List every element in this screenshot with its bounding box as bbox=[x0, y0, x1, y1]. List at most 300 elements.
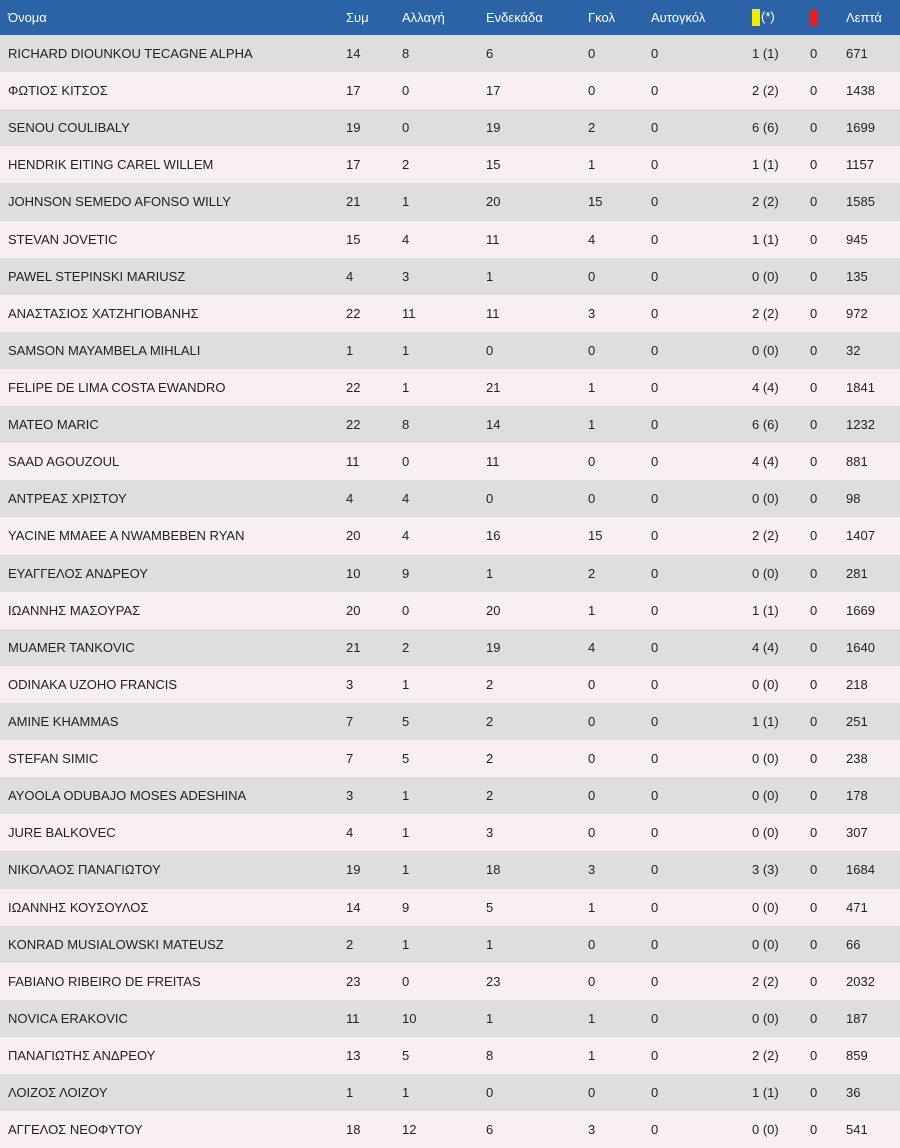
own-goals-cell: 0 bbox=[651, 268, 659, 284]
apps-cell: 3 bbox=[346, 788, 354, 804]
yellow-cards-cell: 1 (1) bbox=[752, 602, 779, 618]
yellow-cards-cell: 0 (0) bbox=[752, 268, 779, 284]
own-goals-cell: 0 bbox=[651, 83, 659, 99]
red-card-icon bbox=[810, 9, 818, 26]
subs-cell: 9 bbox=[402, 565, 410, 581]
player-name: AYOOLA ODUBAJO MOSES ADESHINA bbox=[8, 788, 247, 804]
red-cards-cell: 0 bbox=[810, 194, 818, 210]
subs-cell: 9 bbox=[402, 899, 410, 915]
yellow-suffix: (*) bbox=[761, 8, 775, 24]
table-row[interactable] bbox=[0, 221, 900, 258]
yellow-cards-cell: 0 (0) bbox=[752, 1122, 779, 1138]
player-name: PAWEL STEPINSKI MARIUSZ bbox=[8, 268, 186, 284]
minutes-cell: 881 bbox=[846, 454, 868, 470]
starts-cell: 6 bbox=[486, 46, 494, 62]
goals-cell: 0 bbox=[588, 788, 596, 804]
red-cards-cell: 0 bbox=[810, 899, 818, 915]
red-cards-cell: 0 bbox=[810, 825, 818, 841]
minutes-cell: 2032 bbox=[846, 973, 875, 989]
goals-cell: 0 bbox=[588, 454, 596, 470]
red-cards-cell: 0 bbox=[810, 862, 818, 878]
player-name: ΠΑΝΑΓΙΩΤΗΣ ΑΝΔΡΕΟΥ bbox=[8, 1048, 156, 1063]
red-cards-cell: 0 bbox=[810, 973, 818, 989]
player-name: ΕΥΑΓΓΕΛΟΣ ΑΝΔΡΕΟΥ bbox=[8, 565, 148, 581]
subs-cell: 0 bbox=[402, 602, 410, 618]
own-goals-cell: 0 bbox=[651, 417, 659, 433]
apps-cell: 1 bbox=[346, 342, 354, 358]
subs-cell: 0 bbox=[402, 973, 410, 989]
own-goals-cell: 0 bbox=[651, 1085, 659, 1101]
red-cards-cell: 0 bbox=[810, 1048, 818, 1063]
player-name: FELIPE DE LIMA COSTA EWANDRO bbox=[8, 380, 226, 396]
red-cards-cell: 0 bbox=[810, 491, 818, 507]
subs-cell: 1 bbox=[402, 676, 410, 692]
subs-cell: 8 bbox=[402, 46, 410, 62]
goals-cell: 0 bbox=[588, 676, 596, 692]
table-row[interactable] bbox=[0, 1111, 900, 1148]
red-cards-cell: 0 bbox=[810, 676, 818, 692]
own-goals-cell: 0 bbox=[651, 1048, 659, 1063]
starts-cell: 5 bbox=[486, 899, 494, 915]
goals-cell: 15 bbox=[588, 194, 603, 210]
goals-cell: 1 bbox=[588, 1010, 596, 1026]
goals-cell: 1 bbox=[588, 899, 596, 915]
goals-cell: 4 bbox=[588, 639, 596, 655]
table-row[interactable] bbox=[0, 926, 900, 963]
own-goals-cell: 0 bbox=[651, 194, 659, 210]
subs-cell: 4 bbox=[402, 528, 410, 544]
goals-cell: 3 bbox=[588, 305, 596, 321]
subs-cell: 5 bbox=[402, 714, 410, 730]
apps-cell: 4 bbox=[346, 268, 354, 284]
apps-cell: 20 bbox=[346, 602, 361, 618]
yellow-cards-cell: 2 (2) bbox=[752, 973, 779, 989]
minutes-cell: 238 bbox=[846, 751, 868, 767]
col-header-goals[interactable]: Γκολ bbox=[588, 10, 615, 25]
col-header-subs[interactable]: Αλλαγή bbox=[402, 10, 445, 25]
own-goals-cell: 0 bbox=[651, 491, 659, 507]
red-cards-cell: 0 bbox=[810, 1122, 818, 1138]
subs-cell: 1 bbox=[402, 194, 410, 210]
yellow-cards-cell: 1 (1) bbox=[752, 1085, 779, 1101]
subs-cell: 12 bbox=[402, 1122, 417, 1138]
red-cards-cell: 0 bbox=[810, 120, 818, 136]
minutes-cell: 471 bbox=[846, 899, 868, 915]
apps-cell: 23 bbox=[346, 973, 361, 989]
red-cards-cell: 0 bbox=[810, 936, 818, 952]
table-row[interactable] bbox=[0, 35, 900, 72]
player-name: ΑΝΤΡΕΑΣ ΧΡΙΣΤΟΥ bbox=[8, 491, 127, 507]
starts-cell: 1 bbox=[486, 936, 494, 952]
goals-cell: 1 bbox=[588, 380, 596, 396]
table-row[interactable] bbox=[0, 592, 900, 629]
own-goals-cell: 0 bbox=[651, 788, 659, 804]
col-header-yellow-cards[interactable] bbox=[752, 0, 810, 35]
goals-cell: 0 bbox=[588, 342, 596, 358]
starts-cell: 11 bbox=[486, 305, 500, 321]
own-goals-cell: 0 bbox=[651, 305, 659, 321]
goals-cell: 1 bbox=[588, 1048, 596, 1063]
goals-cell: 0 bbox=[588, 268, 596, 284]
apps-cell: 4 bbox=[346, 491, 354, 507]
player-name: STEFAN SIMIC bbox=[8, 751, 99, 767]
red-cards-cell: 0 bbox=[810, 157, 818, 173]
minutes-cell: 541 bbox=[846, 1122, 868, 1138]
apps-cell: 17 bbox=[346, 83, 361, 99]
red-cards-cell: 0 bbox=[810, 231, 818, 247]
table-row[interactable] bbox=[0, 814, 900, 851]
table-row[interactable] bbox=[0, 295, 900, 332]
player-name: ΦΩΤΙΟΣ ΚΙΤΣΟΣ bbox=[8, 83, 108, 99]
minutes-cell: 251 bbox=[846, 714, 868, 730]
table-body bbox=[0, 35, 900, 1148]
starts-cell: 0 bbox=[486, 1085, 494, 1101]
goals-cell: 3 bbox=[588, 1122, 596, 1138]
minutes-cell: 1585 bbox=[846, 194, 875, 210]
own-goals-cell: 0 bbox=[651, 231, 659, 247]
player-name: HENDRIK EITING CAREL WILLEM bbox=[8, 157, 214, 173]
player-name: NOVICA ERAKOVIC bbox=[8, 1010, 128, 1026]
col-header-minutes[interactable]: Λεπτά bbox=[846, 10, 882, 25]
yellow-cards-cell: 0 (0) bbox=[752, 788, 779, 804]
apps-cell: 20 bbox=[346, 528, 361, 544]
table-row[interactable] bbox=[0, 889, 900, 926]
red-cards-cell: 0 bbox=[810, 602, 818, 618]
goals-cell: 0 bbox=[588, 825, 596, 841]
player-name: AMINE KHAMMAS bbox=[8, 714, 119, 730]
apps-cell: 21 bbox=[346, 194, 361, 210]
table-row[interactable] bbox=[0, 1037, 900, 1074]
table-header-row bbox=[0, 0, 900, 35]
subs-cell: 1 bbox=[402, 936, 410, 952]
apps-cell: 3 bbox=[346, 676, 354, 692]
yellow-cards-cell: 1 (1) bbox=[752, 231, 779, 247]
own-goals-cell: 0 bbox=[651, 936, 659, 952]
minutes-cell: 1684 bbox=[846, 862, 875, 878]
apps-cell: 17 bbox=[346, 157, 361, 173]
minutes-cell: 218 bbox=[846, 676, 868, 692]
yellow-cards-cell: 2 (2) bbox=[752, 305, 779, 321]
yellow-cards-cell: 4 (4) bbox=[752, 639, 779, 655]
own-goals-cell: 0 bbox=[651, 639, 659, 655]
table-row[interactable] bbox=[0, 517, 900, 554]
red-cards-cell: 0 bbox=[810, 751, 818, 767]
apps-cell: 10 bbox=[346, 565, 361, 581]
player-name: ODINAKA UZOHO FRANCIS bbox=[8, 676, 178, 692]
subs-cell: 5 bbox=[402, 1048, 410, 1063]
subs-cell: 1 bbox=[402, 788, 410, 804]
minutes-cell: 307 bbox=[846, 825, 868, 841]
table-row[interactable] bbox=[0, 851, 900, 888]
yellow-cards-cell: 4 (4) bbox=[752, 380, 779, 396]
goals-cell: 0 bbox=[588, 491, 596, 507]
minutes-cell: 1699 bbox=[846, 120, 875, 136]
yellow-cards-cell: 0 (0) bbox=[752, 565, 779, 581]
minutes-cell: 36 bbox=[846, 1085, 861, 1101]
player-name: MATEO MARIC bbox=[8, 417, 99, 433]
starts-cell: 19 bbox=[486, 639, 501, 655]
goals-cell: 0 bbox=[588, 751, 596, 767]
starts-cell: 0 bbox=[486, 491, 494, 507]
subs-cell: 8 bbox=[402, 417, 410, 433]
subs-cell: 4 bbox=[402, 231, 410, 247]
starts-cell: 14 bbox=[486, 417, 501, 433]
starts-cell: 0 bbox=[486, 342, 494, 358]
minutes-cell: 1669 bbox=[846, 602, 875, 618]
table-row[interactable] bbox=[0, 146, 900, 183]
yellow-cards-cell: 1 (1) bbox=[752, 714, 779, 730]
goals-cell: 1 bbox=[588, 417, 596, 433]
table-row[interactable] bbox=[0, 332, 900, 369]
apps-cell: 19 bbox=[346, 862, 361, 878]
own-goals-cell: 0 bbox=[651, 973, 659, 989]
subs-cell: 0 bbox=[402, 83, 410, 99]
minutes-cell: 135 bbox=[846, 268, 868, 284]
yellow-cards-cell: 1 (1) bbox=[752, 46, 779, 62]
apps-cell: 7 bbox=[346, 714, 354, 730]
minutes-cell: 1640 bbox=[846, 639, 875, 655]
minutes-cell: 187 bbox=[846, 1010, 868, 1026]
minutes-cell: 972 bbox=[846, 305, 868, 321]
yellow-cards-cell: 2 (2) bbox=[752, 83, 779, 99]
starts-cell: 2 bbox=[486, 676, 494, 692]
player-name: STEVAN JOVETIC bbox=[8, 231, 118, 247]
minutes-cell: 1841 bbox=[846, 380, 875, 396]
yellow-cards-cell: 6 (6) bbox=[752, 120, 779, 136]
apps-cell: 22 bbox=[346, 380, 361, 396]
player-name: JURE BALKOVEC bbox=[8, 825, 116, 841]
table-row[interactable] bbox=[0, 406, 900, 443]
table-row[interactable] bbox=[0, 963, 900, 1000]
red-cards-cell: 0 bbox=[810, 380, 818, 396]
table-row[interactable] bbox=[0, 480, 900, 517]
player-name: ΝΙΚΟΛΑΟΣ ΠΑΝΑΓΙΩΤΟΥ bbox=[8, 862, 161, 878]
own-goals-cell: 0 bbox=[651, 157, 659, 173]
starts-cell: 19 bbox=[486, 120, 501, 136]
starts-cell: 20 bbox=[486, 602, 501, 618]
subs-cell: 1 bbox=[402, 862, 410, 878]
yellow-cards-cell: 0 (0) bbox=[752, 491, 779, 507]
starts-cell: 3 bbox=[486, 825, 494, 841]
player-name: ΑΝΑΣΤΑΣΙΟΣ ΧΑΤΖΗΓΙΟΒΑΝΗΣ bbox=[8, 305, 199, 321]
goals-cell: 0 bbox=[588, 714, 596, 730]
red-cards-cell: 0 bbox=[810, 528, 818, 544]
player-name: ΛΟΙΖΟΣ ΛΟΙΖΟΥ bbox=[8, 1085, 108, 1101]
player-name: ΑΓΓΕΛΟΣ ΝΕΟΦΥΤΟΥ bbox=[8, 1122, 143, 1138]
minutes-cell: 281 bbox=[846, 565, 868, 581]
own-goals-cell: 0 bbox=[651, 380, 659, 396]
table-row[interactable] bbox=[0, 1000, 900, 1037]
table-row[interactable] bbox=[0, 109, 900, 146]
red-cards-cell: 0 bbox=[810, 268, 818, 284]
col-header-apps[interactable]: Συμ bbox=[346, 10, 369, 25]
own-goals-cell: 0 bbox=[651, 825, 659, 841]
table-row[interactable] bbox=[0, 740, 900, 777]
player-name: SAMSON MAYAMBELA MIHLALI bbox=[8, 342, 201, 358]
table-row[interactable] bbox=[0, 258, 900, 295]
yellow-cards-cell: 0 (0) bbox=[752, 342, 779, 358]
goals-cell: 1 bbox=[588, 157, 596, 173]
minutes-cell: 671 bbox=[846, 46, 868, 62]
apps-cell: 22 bbox=[346, 305, 361, 321]
table-row[interactable] bbox=[0, 72, 900, 109]
goals-cell: 3 bbox=[588, 862, 596, 878]
red-cards-cell: 0 bbox=[810, 639, 818, 655]
own-goals-cell: 0 bbox=[651, 1010, 659, 1026]
starts-cell: 18 bbox=[486, 862, 501, 878]
red-cards-cell: 0 bbox=[810, 1010, 818, 1026]
player-name: YACINE MMAEE A NWAMBEBEN RYAN bbox=[8, 528, 245, 544]
player-name: MUAMER TANKOVIC bbox=[8, 639, 135, 655]
red-cards-cell: 0 bbox=[810, 1085, 818, 1101]
goals-cell: 2 bbox=[588, 565, 596, 581]
goals-cell: 2 bbox=[588, 120, 596, 136]
red-cards-cell: 0 bbox=[810, 83, 818, 99]
apps-cell: 14 bbox=[346, 46, 361, 62]
yellow-cards-cell: 2 (2) bbox=[752, 528, 779, 544]
subs-cell: 10 bbox=[402, 1010, 417, 1026]
player-name: ΙΩΑΝΝΗΣ ΜΑΣΟΥΡΑΣ bbox=[8, 602, 141, 618]
starts-cell: 21 bbox=[486, 380, 501, 396]
yellow-cards-cell: 2 (2) bbox=[752, 1048, 779, 1063]
yellow-cards-cell: 0 (0) bbox=[752, 899, 779, 915]
starts-cell: 8 bbox=[486, 1048, 494, 1063]
yellow-cards-cell: 6 (6) bbox=[752, 417, 779, 433]
subs-cell: 4 bbox=[402, 491, 410, 507]
own-goals-cell: 0 bbox=[651, 862, 659, 878]
goals-cell: 15 bbox=[588, 528, 603, 544]
red-cards-cell: 0 bbox=[810, 565, 818, 581]
red-cards-cell: 0 bbox=[810, 342, 818, 358]
apps-cell: 21 bbox=[346, 639, 361, 655]
minutes-cell: 1232 bbox=[846, 417, 875, 433]
starts-cell: 1 bbox=[486, 1010, 494, 1026]
player-name: SENOU COULIBALY bbox=[8, 120, 130, 136]
starts-cell: 16 bbox=[486, 528, 501, 544]
own-goals-cell: 0 bbox=[651, 342, 659, 358]
yellow-cards-cell: 0 (0) bbox=[752, 936, 779, 952]
minutes-cell: 178 bbox=[846, 788, 868, 804]
apps-cell: 22 bbox=[346, 417, 361, 433]
yellow-cards-cell: 0 (0) bbox=[752, 1010, 779, 1026]
starts-cell: 6 bbox=[486, 1122, 494, 1138]
table-row[interactable] bbox=[0, 555, 900, 592]
minutes-cell: 859 bbox=[846, 1048, 868, 1063]
apps-cell: 15 bbox=[346, 231, 361, 247]
red-cards-cell: 0 bbox=[810, 454, 818, 470]
table-row[interactable] bbox=[0, 703, 900, 740]
apps-cell: 14 bbox=[346, 899, 361, 915]
minutes-cell: 1407 bbox=[846, 528, 875, 544]
goals-cell: 0 bbox=[588, 973, 596, 989]
player-name: JOHNSON SEMEDO AFONSO WILLY bbox=[8, 194, 231, 210]
subs-cell: 3 bbox=[402, 268, 410, 284]
minutes-cell: 1157 bbox=[846, 157, 874, 173]
goals-cell: 0 bbox=[588, 83, 596, 99]
own-goals-cell: 0 bbox=[651, 120, 659, 136]
starts-cell: 11 bbox=[486, 454, 500, 470]
starts-cell: 2 bbox=[486, 714, 494, 730]
own-goals-cell: 0 bbox=[651, 676, 659, 692]
table-row[interactable] bbox=[0, 1074, 900, 1111]
yellow-cards-cell: 0 (0) bbox=[752, 825, 779, 841]
player-name: KONRAD MUSIALOWSKI MATEUSZ bbox=[8, 936, 224, 952]
col-header-name[interactable]: Όνομα bbox=[8, 10, 47, 25]
starts-cell: 11 bbox=[486, 231, 500, 247]
yellow-cards-cell: 1 (1) bbox=[752, 157, 779, 173]
own-goals-cell: 0 bbox=[651, 1122, 659, 1138]
apps-cell: 13 bbox=[346, 1048, 361, 1063]
player-name: FABIANO RIBEIRO DE FREITAS bbox=[8, 973, 201, 989]
red-cards-cell: 0 bbox=[810, 305, 818, 321]
subs-cell: 1 bbox=[402, 342, 410, 358]
yellow-cards-cell: 2 (2) bbox=[752, 194, 779, 210]
subs-cell: 1 bbox=[402, 825, 410, 841]
subs-cell: 2 bbox=[402, 157, 410, 173]
yellow-cards-cell: 0 (0) bbox=[752, 751, 779, 767]
minutes-cell: 945 bbox=[846, 231, 868, 247]
table-row[interactable] bbox=[0, 666, 900, 703]
goals-cell: 0 bbox=[588, 46, 596, 62]
own-goals-cell: 0 bbox=[651, 899, 659, 915]
table-row[interactable] bbox=[0, 369, 900, 406]
apps-cell: 4 bbox=[346, 825, 354, 841]
starts-cell: 23 bbox=[486, 973, 501, 989]
col-header-own-goals[interactable]: Αυτογκόλ bbox=[651, 10, 706, 25]
red-cards-cell: 0 bbox=[810, 714, 818, 730]
yellow-cards-cell: 0 (0) bbox=[752, 676, 779, 692]
subs-cell: 5 bbox=[402, 751, 410, 767]
own-goals-cell: 0 bbox=[651, 454, 659, 470]
yellow-card-icon bbox=[752, 9, 760, 26]
yellow-cards-cell: 4 (4) bbox=[752, 454, 779, 470]
col-header-starts[interactable]: Ενδεκάδα bbox=[486, 10, 543, 25]
own-goals-cell: 0 bbox=[651, 602, 659, 618]
red-cards-cell: 0 bbox=[810, 46, 818, 62]
minutes-cell: 98 bbox=[846, 491, 861, 507]
apps-cell: 18 bbox=[346, 1122, 361, 1138]
apps-cell: 19 bbox=[346, 120, 361, 136]
minutes-cell: 1438 bbox=[846, 83, 875, 99]
own-goals-cell: 0 bbox=[651, 528, 659, 544]
minutes-cell: 66 bbox=[846, 936, 861, 952]
goals-cell: 0 bbox=[588, 936, 596, 952]
col-header-red-cards[interactable] bbox=[810, 0, 846, 35]
apps-cell: 11 bbox=[346, 1010, 360, 1026]
starts-cell: 2 bbox=[486, 788, 494, 804]
table-row[interactable] bbox=[0, 443, 900, 480]
minutes-cell: 32 bbox=[846, 342, 861, 358]
subs-cell: 1 bbox=[402, 1085, 410, 1101]
goals-cell: 1 bbox=[588, 602, 596, 618]
red-cards-cell: 0 bbox=[810, 788, 818, 804]
red-cards-cell: 0 bbox=[810, 417, 818, 433]
starts-cell: 1 bbox=[486, 565, 494, 581]
subs-cell: 0 bbox=[402, 120, 410, 136]
player-name: RICHARD DIOUNKOU TECAGNE ALPHA bbox=[8, 46, 253, 62]
starts-cell: 15 bbox=[486, 157, 501, 173]
goals-cell: 4 bbox=[588, 231, 596, 247]
apps-cell: 11 bbox=[346, 454, 360, 470]
starts-cell: 1 bbox=[486, 268, 494, 284]
table-row[interactable] bbox=[0, 777, 900, 814]
table-row[interactable] bbox=[0, 629, 900, 666]
table-row[interactable] bbox=[0, 183, 900, 220]
own-goals-cell: 0 bbox=[651, 46, 659, 62]
own-goals-cell: 0 bbox=[651, 565, 659, 581]
starts-cell: 20 bbox=[486, 194, 501, 210]
goals-cell: 0 bbox=[588, 1085, 596, 1101]
